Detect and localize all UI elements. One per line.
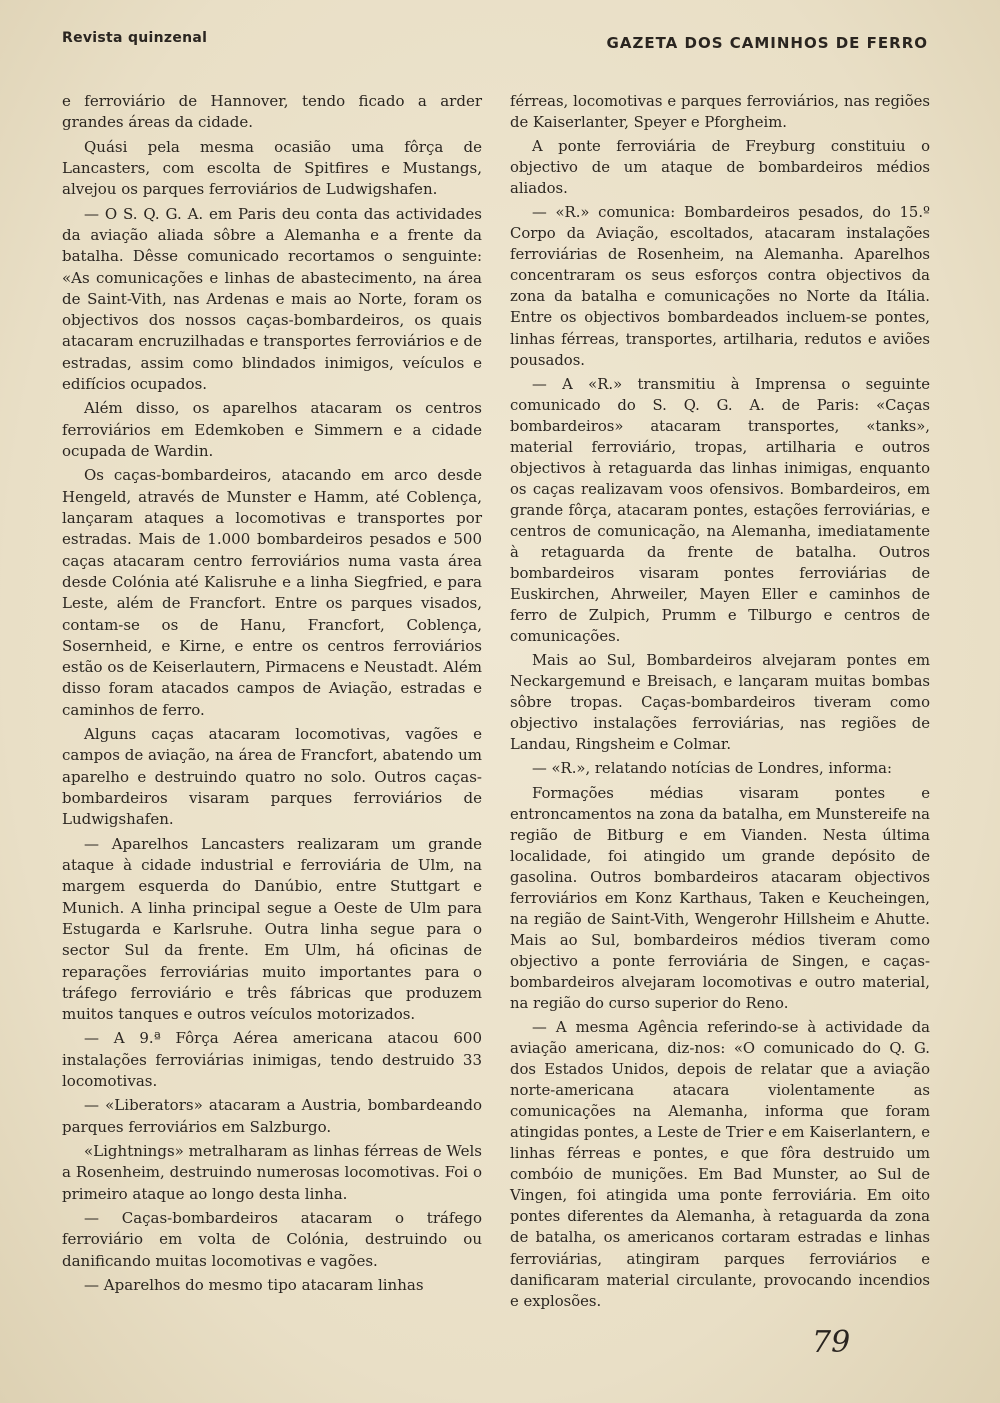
page-number: 79 <box>812 1325 851 1360</box>
paragraph: — O S. Q. G. A. em Paris deu conta das actividades da aviação aliada sôbre a Alemanha e a frente da batalha. Dêsse comunicado recortamos o senguinte: «As comunicações e linhas de abastecimento, na área de Saint-Vith, nas Ardenas e mais ao Norte, foram os objectivos dos nossos caças-bombardeiros, os quais atacaram encruzilhadas e transportes ferroviários e de estradas, assim como blindados inimigos, veículos e edifícios ocupados. <box>62 204 482 394</box>
paragraph: Mais ao Sul, Bombardeiros alvejaram pontes em Neckargemund e Breisach, e lançaram muitas bombas sôbre tropas. Caças-bombardeiros tiveram como objectivo instalações ferroviárias, nas regiões de Landau, Ringsheim e Colmar. <box>510 652 930 754</box>
header-right: GAZETA DOS CAMINHOS DE FERRO <box>606 34 928 52</box>
paragraph: Além disso, os aparelhos atacaram os centros ferroviários em Edemkoben e Simmern e a cidade ocupada de Wardin. <box>62 399 482 460</box>
left-column <box>62 91 482 1299</box>
paragraph: «Lightnings» metralharam as linhas férreas de Wels a Rosenheim, destruindo numerosas locomotivas. Foi o primeiro ataque ao longo desta linha. <box>62 1142 482 1203</box>
paragraph: — «R.», relatando notícias de Londres, informa: <box>532 760 892 778</box>
paragraph: A ponte ferroviária de Freyburg constituiu o objectivo de um ataque de bombardeiros médios aliados. <box>510 138 930 198</box>
paragraph: — «R.» comunica: Bombardeiros pesados, do 15.º Corpo da Aviação, escoltados, atacaram instalações ferroviárias de Rosenheim, na Alemanha. Aparelhos concentraram os seus esforços contra objectivos da zona da batalha e comunicações no Norte da Itália. Entre os objectivos bombardeados incluem-se pontes, linhas férreas, transportes, artilharia, redutos e aviões pousados. <box>510 204 930 369</box>
right-column <box>510 91 930 1315</box>
paragraph: — A 9.ª Fôrça Aérea americana atacou 600 instalações ferroviárias inimigas, tendo destruido 33 locomotivas. <box>62 1029 482 1091</box>
paragraph: Quási pela mesma ocasião uma fôrça de Lancasters, com escolta de Spitfires e Mustangs, alvejou os parques ferroviários de Ludwigshafen. <box>62 137 482 199</box>
paragraph: Os caças-bombardeiros, atacando em arco desde Hengeld, através de Munster e Hamm, até Coblença, lançaram ataques a locomotivas e transportes por estradas. Mais de 1.000 bombardeiros pesados e 500 caças atacaram centro ferroviários numa vasta área desde Colónia até Kalisruhe e a linha Siegfried, e para Leste, além de Francfort. Entre os parques visados, contam-se os de Hanu, Francfort, Coblença, Sosernheid, e Kirne, e entre os centros ferroviários estão os de Keiserlautern, Pirmacens e Neustadt. Além disso foram atacados campos de Aviação, estradas e caminhos de ferro. <box>62 466 482 719</box>
paragraph: Alguns caças atacaram locomotivas, vagões e campos de aviação, na área de Francfort, abatendo um aparelho e destruindo quatro no solo. Outros caças-bombardeiros visaram parques ferroviários de Ludwigshafen. <box>62 725 482 829</box>
paragraph: — A «R.» transmitiu à Imprensa o seguinte comunicado do S. Q. G. A. de Paris: «Caças bombardeiros» atacaram transportes, «tanks», material ferroviário, tropas, artilharia e outros objectivos à retaguarda das linhas inimigas, enquanto os caças realizavam voos ofensivos. Bombardeiros, em grande fôrça, atacaram pontes, estações ferroviárias, e centros de comunicação, na Alemanha, imediatamente à retaguarda da frente de batalha. Outros bombardeiros visaram pontes ferroviárias de Euskirchen, Ahrweiler, Mayen Eller e caminhos de ferro de Zulpich, Prumm e Tilburgo e centros de comunicações. <box>510 375 930 646</box>
paragraph: — Aparelhos Lancasters realizaram um grande ataque à cidade industrial e ferroviária de Ulm, na margem esquerda do Danúbio, entre Stuttgart e Munich. A linha principal segue a Oeste de Ulm para Estugarda e Karlsruhe. Outra linha segue para o sector Sul da frente. Em Ulm, há oficinas de reparações ferroviárias muito importantes para o tráfego ferroviário e três fábricas que produzem muitos tanques e outros veículos motorizados. <box>62 834 482 1024</box>
paragraph: — Aparelhos do mesmo tipo atacaram linhas <box>84 1275 424 1294</box>
paragraph: — «Liberators» atacaram a Austria, bombardeando parques ferroviários em Salzburgo. <box>62 1096 482 1136</box>
header-left: Revista quinzenal <box>62 30 208 46</box>
paragraph: — A mesma Agência referindo-se à actividade da aviação americana, diz-nos: «O comunicado do Q. G. dos Estados Unidos, depois de relatar que a aviação norte-americana atacara violentamente as comunicações na Alemanha, informa que foram atingidas pontes, a Leste de Trier e em Kaiserlantern, e linhas férreas e pontes, e que fôra destruido um combóio de munições. Em Bad Munster, ao Sul de Vingen, foi atingida uma ponte ferroviária. Em oito pontes diferentes da Alemanha, à retaguarda da zona de batalha, os americanos cortaram estradas e linhas ferroviárias, atingiram parques ferroviários e danificaram material circulante, provocando incendios e explosões. <box>510 1019 930 1310</box>
paragraph: e ferroviário de Hannover, tendo ficado a arder grandes áreas da cidade. <box>62 92 482 132</box>
paragraph: Formações médias visaram pontes e entroncamentos na zona da batalha, em Munstereife na região de Bitburg e em Vianden. Nesta última localidade, foi atingido um grande depósito de gasolina. Outros bombardeiros atacaram objectivos ferroviários em Konz Karthaus, Taken e Keucheingen, na região de Saint-Vith, Wengerohr Hillsheim e Ahutte. Mais ao Sul, bombardeiros médios tiveram como objectivo a ponte ferroviária de Singen, e caças-bombardeiros alvejaram locomotivas e outro material, na região do curso superior do Reno. <box>510 784 930 1012</box>
paragraph: férreas, locomotivas e parques ferroviários, nas regiões de Kaiserlanter, Speyer e Pforgheim. <box>510 93 930 132</box>
paragraph: — Caças-bombardeiros atacaram o tráfego ferroviário em volta de Colónia, destruindo ou danificando muitas locomotivas e vagões. <box>62 1208 482 1270</box>
